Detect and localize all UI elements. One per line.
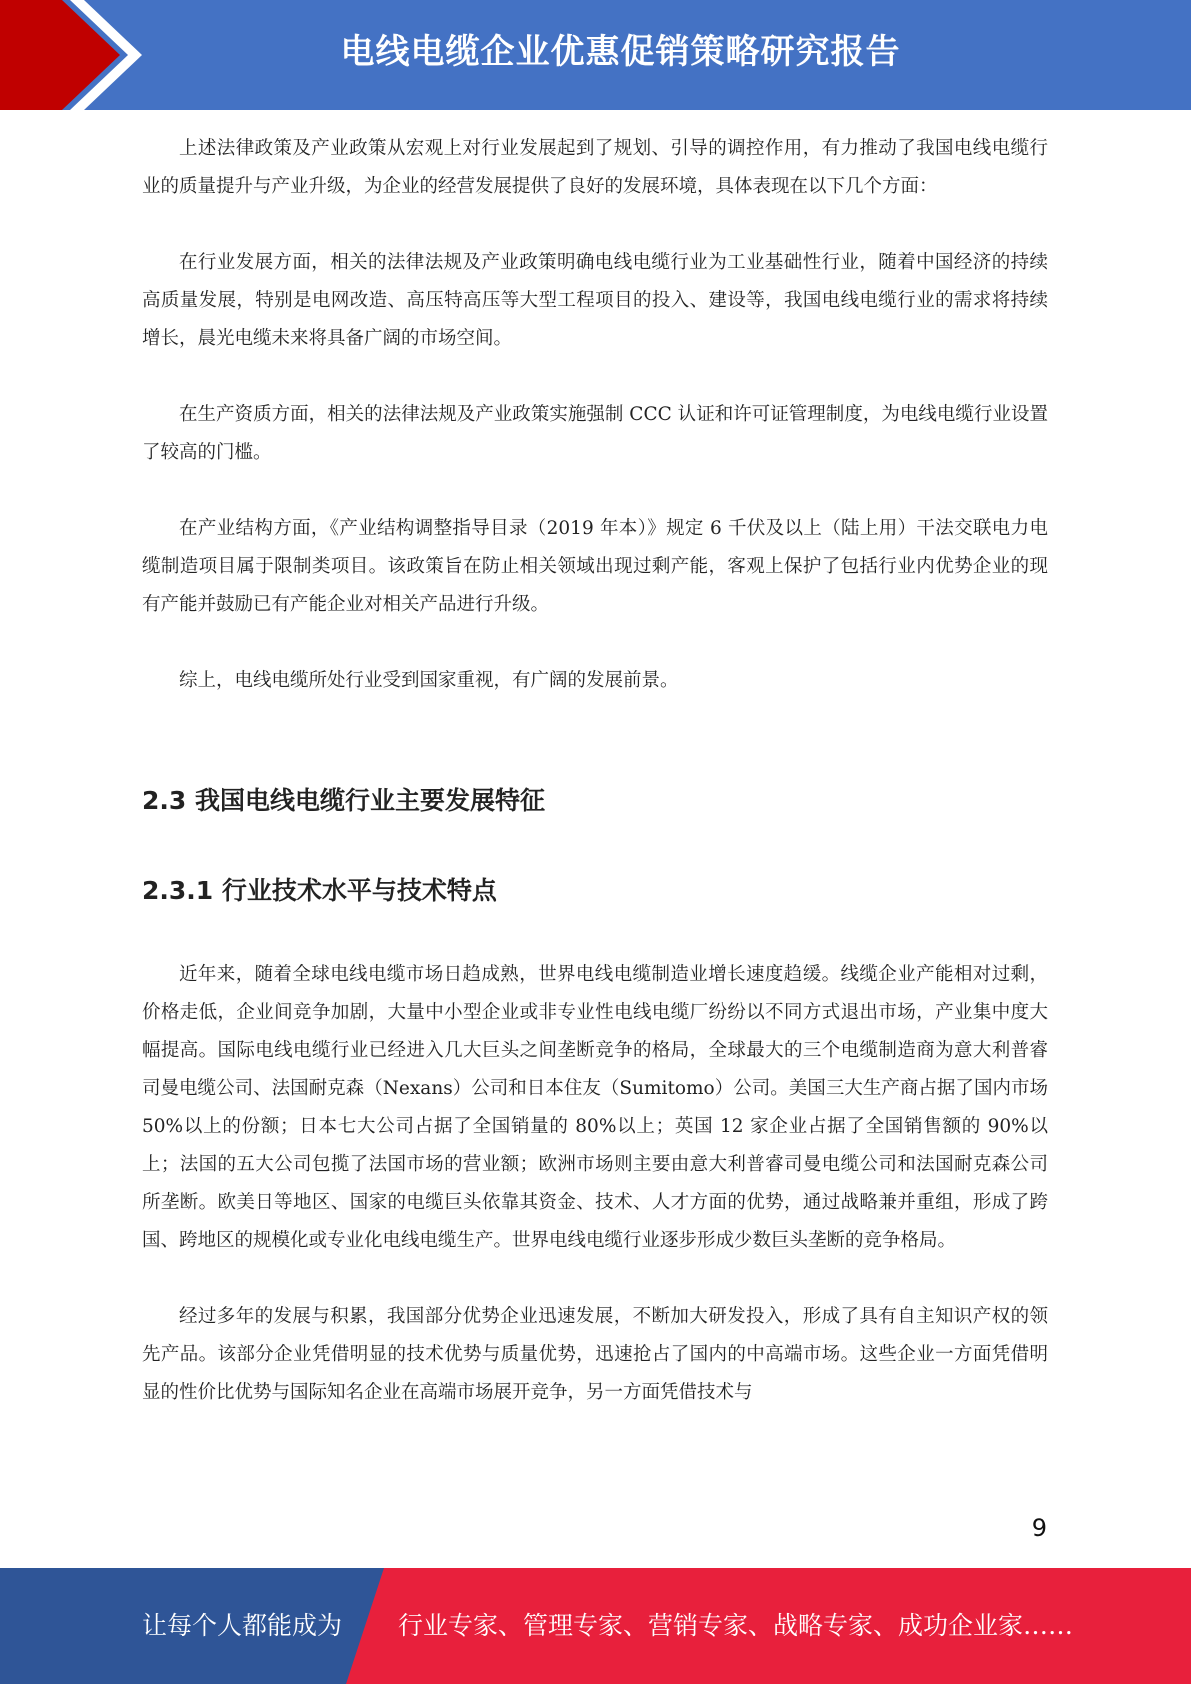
section-heading-2-3-1: 2.3.1 行业技术水平与技术特点: [142, 876, 497, 905]
paragraph: 上述法律政策及产业政策从宏观上对行业发展起到了规划、引导的调控作用，有力推动了我国电线电缆行业的质量提升与产业升级，为企业的经营发展提供了良好的发展环境，具体表现在以下几个方面：: [142, 138, 1048, 197]
paragraph: 综上，电线电缆所处行业受到国家重视，有广阔的发展前景。: [179, 670, 679, 691]
page-number: 9: [1031, 1514, 1047, 1542]
paragraph: 经过多年的发展与积累，我国部分优势企业迅速发展，不断加大研发投入，形成了具有自主知识产权的领先产品。该部分企业凭借明显的技术优势与质量优势，迅速抢占了国内的中高端市场。这些企业一方面凭借明显的性价比优势与国际知名企业在高端市场展开竞争，另一方面凭借技术与: [142, 1306, 1048, 1403]
paragraph: 近年来，随着全球电线电缆市场日趋成熟，世界电线电缆制造业增长速度趋缓。线缆企业产能相对过剩，价格走低，企业间竞争加剧，大量中小型企业或非专业性电线电缆厂纷纷以不同方式退出市场，产业集中度大幅提高。国际电线电缆行业已经进入几大巨头之间垄断竞争的格局，全球最大的三个电缆制造商为意大利普睿司曼电缆公司、法国耐克森（Nexans）公司和日本住友（Sumitomo）公司。美国三大生产商占据了国内市场 50%以上的份额；日本七大公司占据了全国销量的 80%以上；英国 12 家企业占据了全国销售额的 90%以上；法国的五大公司包揽了法国市场的营业额；欧洲市场则主要由意大利普睿司曼电缆公司和法国耐克森公司所垄断。欧美日等地区、国家的电缆巨头依靠其资金、技术、人才方面的优势，通过战略兼并重组，形成了跨国、跨地区的规模化或专业化电线电缆生产。世界电线电缆行业逐步形成少数巨头垄断的竞争格局。: [142, 964, 1048, 1251]
header-arrow-decoration: [0, 0, 160, 110]
page-header: [0, 0, 1191, 110]
paragraph: 在产业结构方面，《产业结构调整指导目录（2019 年本）》规定 6 千伏及以上（陆上用）干法交联电力电缆制造项目属于限制类项目。该政策旨在防止相关领域出现过剩产能，客观上保护了包括行业内优势企业的现有产能并鼓励已有产能企业对相关产品进行升级。: [142, 518, 1048, 615]
footer-slogan-left: 让每个人都能成为: [142, 1611, 343, 1640]
section-heading-2-3: 2.3 我国电线电缆行业主要发展特征: [142, 786, 545, 815]
report-title: 电线电缆企业优惠促销策略研究报告: [340, 32, 901, 72]
footer-slogan-right: 行业专家、管理专家、营销专家、战略专家、成功企业家……: [398, 1611, 1074, 1640]
page-footer: [0, 1568, 1191, 1684]
paragraph: 在生产资质方面，相关的法律法规及产业政策实施强制 CCC 认证和许可证管理制度，为电线电缆行业设置了较高的门槛。: [142, 404, 1048, 463]
document-body: [142, 130, 1048, 1412]
paragraph: 在行业发展方面，相关的法律法规及产业政策明确电线电缆行业为工业基础性行业，随着中国经济的持续高质量发展，特别是电网改造、高压特高压等大型工程项目的投入、建设等，我国电线电缆行业的需求将持续增长，晨光电缆未来将具备广阔的市场空间。: [142, 252, 1048, 349]
